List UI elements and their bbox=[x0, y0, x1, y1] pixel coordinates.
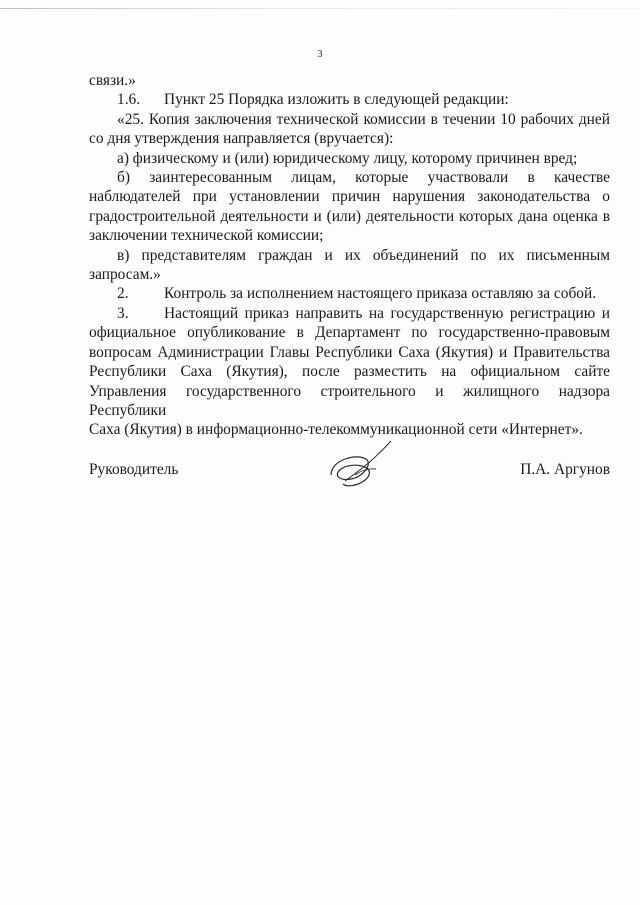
text-line bbox=[89, 284, 610, 303]
text-line bbox=[89, 323, 610, 342]
clause-number: 1.6. bbox=[117, 91, 141, 109]
line-text: б) заинтересованным лицам, которые участвовали в качестве bbox=[117, 169, 610, 187]
text-line bbox=[89, 149, 610, 168]
handwritten-signature bbox=[321, 435, 401, 505]
line-text: со дня утверждения направляется (вручается): bbox=[89, 130, 394, 148]
text-line bbox=[89, 246, 610, 265]
text-line bbox=[89, 90, 610, 109]
line-text: Управления государственного строительного и жилищного надзора Республики bbox=[89, 382, 610, 419]
line-text: вопросам Администрации Главы Республики Саха (Якутия) и Правительства bbox=[89, 343, 610, 361]
text-line bbox=[89, 168, 610, 187]
text-line bbox=[89, 71, 610, 90]
text-line bbox=[89, 110, 610, 129]
line-text: а) физическому и (или) юридическому лицу, которому причинен вред; bbox=[117, 149, 578, 167]
line-text: наблюдателей при установлении причин нарушения законодательства о bbox=[89, 188, 610, 206]
clause-number: 2. bbox=[117, 285, 129, 303]
text-line bbox=[89, 265, 610, 284]
text-line bbox=[89, 226, 610, 245]
text-line bbox=[89, 129, 610, 148]
line-text: Контроль за исполнением настоящего приказа оставляю за собой. bbox=[164, 285, 597, 303]
line-text: заключении технической комиссии; bbox=[89, 227, 324, 245]
line-text: официальное опубликование в Департамент по государственно-правовым bbox=[89, 324, 610, 342]
line-text: в) представителям граждан и их объединений по их письменным bbox=[117, 246, 610, 264]
text-line bbox=[89, 343, 610, 362]
signer-name: П.А. Аргунов bbox=[520, 461, 610, 478]
line-text: Пункт 25 Порядка изложить в следующей редакции: bbox=[164, 91, 509, 109]
line-text: градостроительной деятельности и (или) деятельности которых дана оценка в bbox=[89, 207, 610, 225]
line-text: связи.» bbox=[89, 72, 136, 89]
text-line bbox=[89, 382, 610, 421]
text-line bbox=[89, 304, 610, 323]
text-line bbox=[89, 187, 610, 206]
signer-title: Руководитель bbox=[89, 461, 179, 478]
line-text: запросам.» bbox=[89, 266, 161, 284]
text-line bbox=[89, 207, 610, 226]
signature-block bbox=[89, 461, 610, 521]
line-text: «25. Копия заключения технической комиссии в течении 10 рабочих дней bbox=[117, 110, 610, 128]
line-text: Республики Саха (Якутия), после разместить на официальном сайте bbox=[89, 363, 610, 381]
document-body bbox=[89, 71, 610, 440]
scan-edge bbox=[0, 8, 640, 9]
text-line bbox=[89, 362, 610, 381]
line-text: Саха (Якутия) в информационно-телекоммуникационной сети «Интернет». bbox=[89, 421, 583, 439]
page-number: 3 bbox=[317, 49, 323, 60]
line-text: Настоящий приказ направить на государственную регистрацию и bbox=[164, 304, 610, 322]
clause-number: 3. bbox=[117, 304, 129, 322]
